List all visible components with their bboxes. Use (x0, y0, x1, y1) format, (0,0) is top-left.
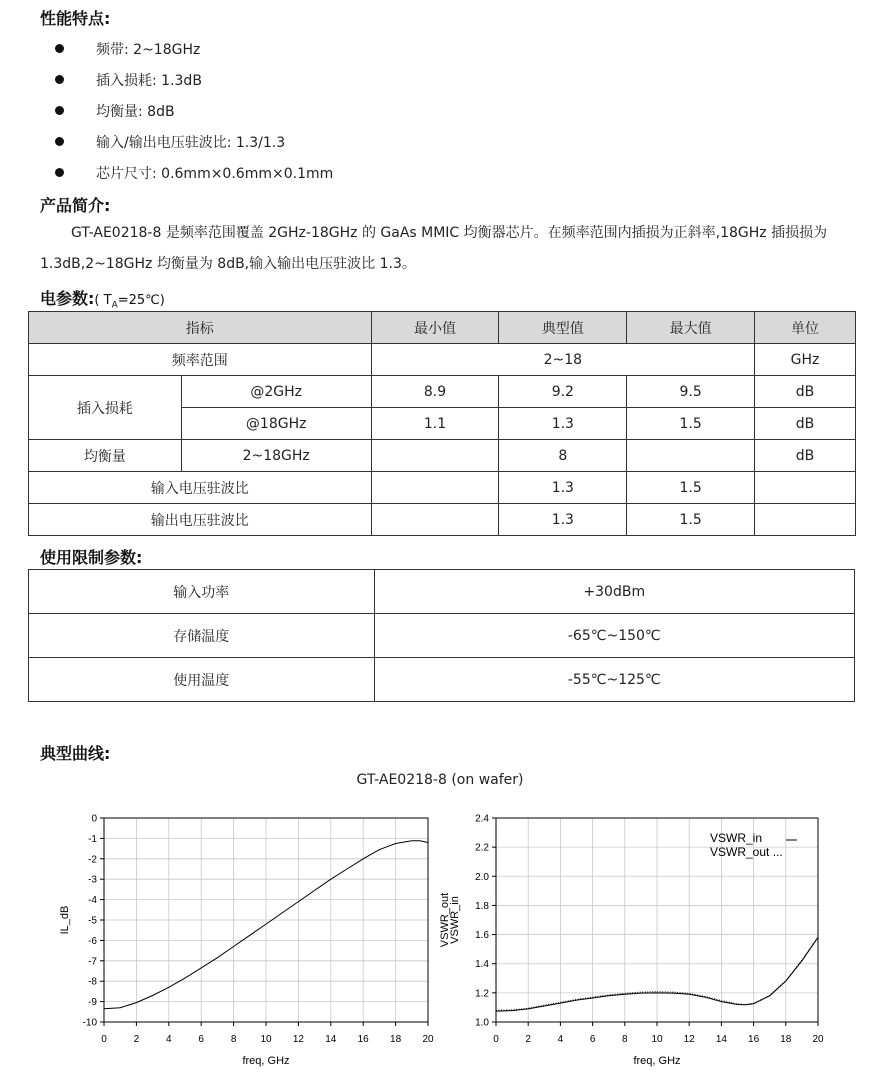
x-tick-label: 10 (260, 1034, 272, 1045)
cell: dB (755, 440, 856, 472)
cell: 均衡量 (29, 440, 182, 472)
cell: dB (755, 408, 856, 440)
x-tick-label: 12 (292, 1034, 304, 1045)
y-tick-label: -8 (88, 976, 97, 988)
x-tick-label: 12 (683, 1034, 695, 1045)
legend-label: VSWR_in (710, 831, 763, 845)
x-tick-label: 8 (230, 1034, 237, 1045)
y-tick-label: 1.4 (475, 959, 489, 971)
cell: 1.1 (371, 408, 499, 440)
cell: -65℃~150℃ (374, 614, 854, 658)
y-tick-label: -3 (88, 874, 97, 886)
header-cell: 指标 (29, 312, 372, 344)
cell: 1.5 (627, 472, 755, 504)
x-tick-label: 14 (715, 1034, 727, 1045)
header-cell: 最大值 (627, 312, 755, 344)
x-tick-label: 18 (390, 1034, 402, 1045)
cell: 1.3 (499, 472, 627, 504)
header-cell: 单位 (755, 312, 856, 344)
y-tick-label: -5 (88, 915, 97, 927)
y-tick-label: -7 (88, 956, 97, 968)
y-axis-label: VSWR_out (439, 892, 451, 948)
cell: dB (755, 376, 856, 408)
x-tick-label: 4 (557, 1034, 564, 1045)
y-tick-label: -1 (88, 833, 97, 845)
y-tick-label: 1.6 (475, 930, 489, 942)
x-tick-label: 8 (622, 1034, 628, 1045)
y-tick-label: -2 (88, 854, 97, 866)
cell: 使用温度 (29, 658, 375, 702)
x-tick-label: 20 (812, 1034, 824, 1045)
y-tick-label: -10 (82, 1017, 97, 1029)
y-tick-label: 2.2 (475, 842, 489, 854)
condition-text: ( $T_A=25℃$) (94, 293, 165, 311)
list-item: 均衡量: 8dB (40, 95, 333, 126)
cell: 存储温度 (29, 614, 375, 658)
intro-heading: 产品简介: (40, 196, 111, 215)
x-tick-label: 0 (493, 1034, 499, 1045)
y-tick-label: 2.4 (475, 813, 489, 825)
cell: 1.3 (499, 504, 627, 536)
cell: 2~18GHz (181, 440, 371, 472)
x-tick-label: 16 (357, 1034, 369, 1045)
x-tick-label: 4 (166, 1034, 172, 1045)
y-axis-label: VSWR_in (449, 896, 461, 944)
limits-heading: 使用限制参数: (40, 548, 143, 567)
cell: 插入损耗 (29, 376, 182, 440)
x-axis-label: freq, GHz (242, 1055, 290, 1067)
header-cell: 最小值 (371, 312, 499, 344)
y-tick-label: -4 (88, 895, 97, 907)
electrical-heading: 电参数:( $T_A=25℃$) (40, 289, 165, 311)
cell: 2~18 (371, 344, 754, 376)
y-tick-label: 1.8 (475, 900, 489, 912)
y-tick-label: 1.2 (475, 988, 489, 1000)
cell: 1.3 (499, 408, 627, 440)
cell: +30dBm (374, 570, 854, 614)
cell: @2GHz (181, 376, 371, 408)
cell: 输入电压驻波比 (29, 472, 372, 504)
x-tick-label: 16 (748, 1034, 760, 1045)
y-tick-label: 1.0 (475, 1017, 489, 1029)
x-tick-label: 2 (133, 1034, 140, 1045)
intro-paragraph: GT-AE0218-8 是频率范围覆盖 2GHz-18GHz 的 GaAs MMIC 均衡器芯片。在频率范围内插损为正斜率,18GHz 插损损为 1.3dB,2~18GHz 均衡量为 8dB,输入输出电压驻波比 1.3。 (40, 225, 828, 272)
x-tick-label: 0 (101, 1034, 107, 1045)
cell: 1.5 (627, 504, 755, 536)
x-axis-label: freq, GHz (633, 1055, 681, 1067)
curves-title: GT-AE0218-8 (on wafer) (356, 772, 524, 788)
x-tick-label: 14 (325, 1034, 337, 1045)
y-tick-label: 0 (91, 813, 97, 825)
cell: 输出电压驻波比 (29, 504, 372, 536)
x-tick-label: 6 (589, 1034, 596, 1045)
cell: 9.5 (627, 376, 755, 408)
legend-label: VSWR_out ... (710, 845, 783, 859)
cell: 8.9 (371, 376, 499, 408)
list-item: 输入/输出电压驻波比: 1.3/1.3 (40, 126, 333, 157)
cell: 1.5 (627, 408, 755, 440)
x-tick-label: 20 (422, 1034, 434, 1045)
cell: 频率范围 (29, 344, 372, 376)
features-heading: 性能特点: (40, 9, 111, 28)
y-tick-label: -9 (88, 997, 97, 1009)
x-tick-label: 2 (525, 1034, 531, 1045)
header-cell: 典型值 (499, 312, 627, 344)
cell: 输入功率 (29, 570, 375, 614)
cell: GHz (755, 344, 856, 376)
cell: 9.2 (499, 376, 627, 408)
cell: -55℃~125℃ (374, 658, 854, 702)
y-axis-label: IL_dB (59, 905, 71, 935)
x-tick-label: 6 (198, 1034, 204, 1045)
list-item: 芯片尺寸: 0.6mm×0.6mm×0.1mm (40, 157, 333, 188)
curves-heading: 典型曲线: (40, 744, 111, 763)
y-tick-label: -6 (88, 935, 97, 947)
x-tick-label: 18 (780, 1034, 792, 1045)
cell: @18GHz (181, 408, 371, 440)
cell: 8 (499, 440, 627, 472)
list-item: 频带: 2~18GHz (40, 33, 333, 64)
y-tick-label: 2.0 (475, 871, 489, 883)
x-tick-label: 10 (651, 1034, 663, 1045)
list-item: 插入损耗: 1.3dB (40, 64, 333, 95)
